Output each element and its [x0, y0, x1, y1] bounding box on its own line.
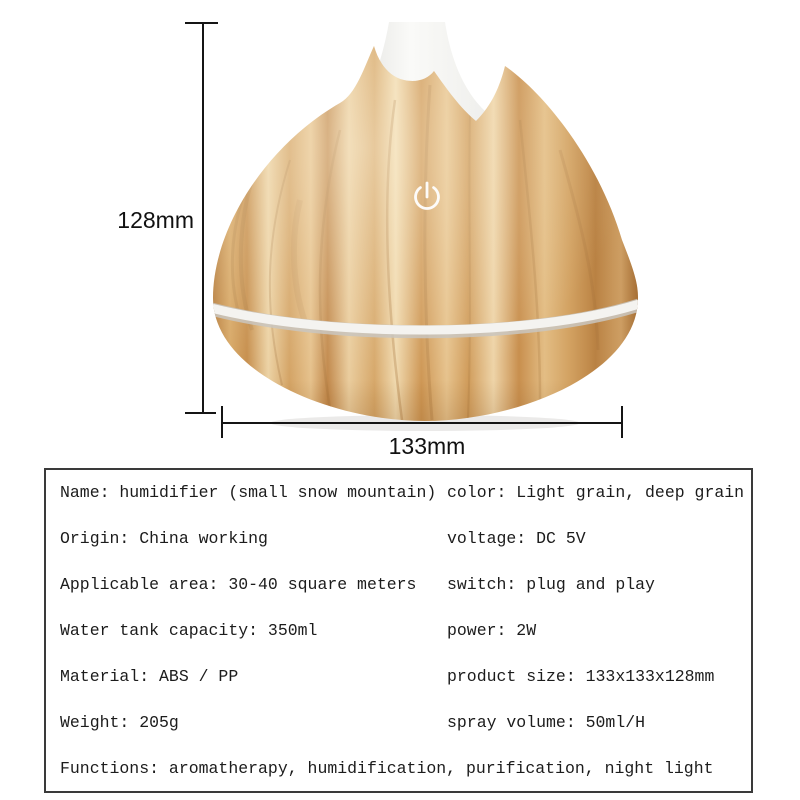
spec-spray-volume: spray volume: 50ml/H — [447, 712, 646, 732]
spec-voltage: voltage: DC 5V — [447, 529, 586, 549]
table-row — [46, 562, 751, 608]
spec-color: color: Light grain, deep grain — [447, 483, 745, 503]
spec-weight: Weight: 205g — [60, 712, 179, 732]
spec-product-size: product size: 133x133x128mm — [447, 666, 715, 686]
width-dimension-tick-right — [621, 406, 623, 438]
spec-functions: Functions: aromatherapy, humidification, purification, night light — [60, 758, 714, 778]
height-dimension-line — [202, 22, 204, 414]
height-dimension-cap-bottom — [185, 412, 216, 414]
spec-applicable-area: Applicable area: 30-40 square meters — [60, 575, 417, 595]
spec-name: Name: humidifier (small snow mountain) — [60, 483, 437, 503]
spec-origin: Origin: China working — [60, 529, 268, 549]
table-row — [46, 516, 751, 562]
spec-table — [44, 468, 753, 793]
width-dimension-line — [222, 422, 622, 424]
table-row — [46, 699, 751, 745]
height-dimension-label: 128mm — [117, 207, 194, 233]
spec-material: Material: ABS / PP — [60, 666, 239, 686]
width-dimension-tick-left — [221, 406, 223, 438]
table-row — [46, 653, 751, 699]
spec-power: power: 2W — [447, 621, 537, 640]
table-row — [46, 608, 751, 654]
table-row — [46, 470, 751, 516]
spec-switch: switch: plug and play — [447, 575, 655, 595]
width-dimension-label: 133mm — [388, 433, 466, 459]
height-dimension-cap-top — [185, 22, 218, 24]
table-row — [46, 745, 751, 791]
spec-water-tank: Water tank capacity: 350ml — [60, 621, 318, 640]
